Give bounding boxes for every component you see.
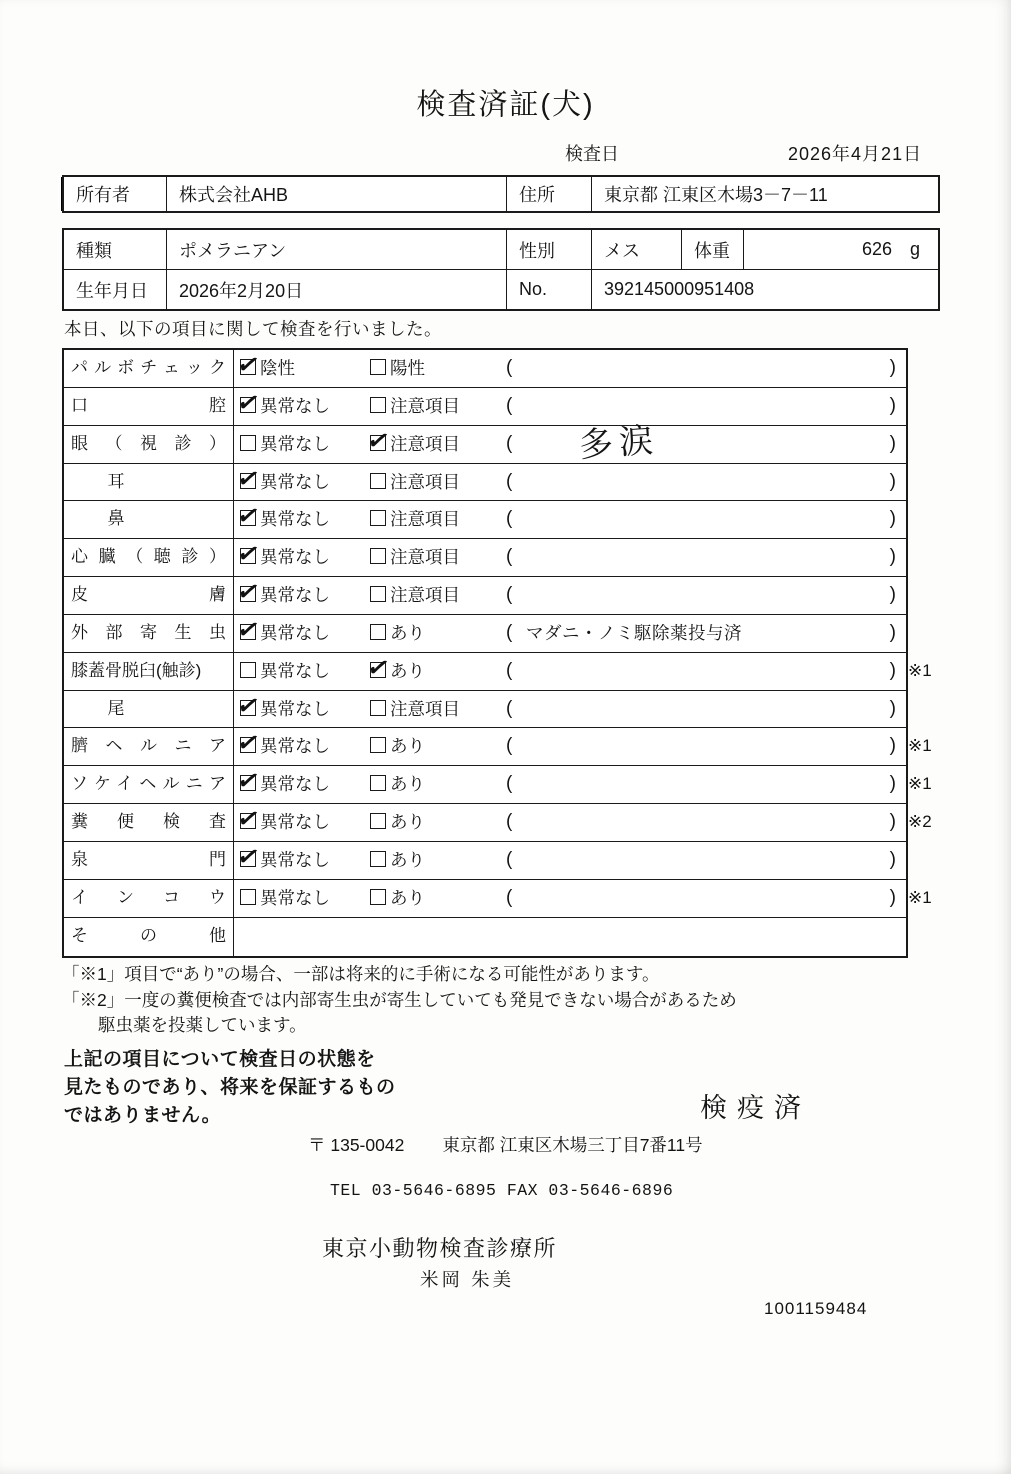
checkbox-option: [240, 464, 330, 500]
paren-close-mark: ): [889, 584, 896, 606]
checklist-row: [64, 842, 906, 880]
checklist-row-content: [234, 615, 906, 652]
paren-open-mark: (: [506, 394, 513, 416]
footnote-line: 駆虫薬を投薬しています。: [98, 1015, 307, 1035]
clinic-address: 東京都 江東区木場三丁目7番11号: [442, 1135, 703, 1155]
checkbox-label: 注意項目: [390, 585, 460, 606]
checklist-row-label: 外部寄生虫: [64, 615, 234, 652]
checkbox-label: 注意項目: [390, 433, 460, 454]
paren-close-mark: ): [889, 508, 896, 530]
paren-open-mark: (: [506, 773, 513, 795]
breed-row: [64, 230, 938, 270]
footnote-marker: ※1: [908, 887, 932, 907]
checklist-row-content: [234, 464, 906, 501]
info-table: [62, 228, 940, 311]
paren-value: マダニ・ノミ駆除薬投与済: [526, 622, 742, 643]
paren-open-mark: (: [506, 432, 513, 454]
checkbox-option: [370, 842, 425, 878]
checklist-row: [64, 804, 932, 842]
checklist-row: [64, 350, 906, 388]
intro-text: 本日、以下の項目に関して検査を行いました。: [64, 319, 442, 339]
paren-close-mark: ): [889, 470, 896, 492]
disclaimer-line: 見たものであり、将来を保証するもの: [64, 1077, 396, 1098]
checklist-row: [64, 615, 906, 653]
checklist-row-label: 膝蓋骨脱臼(触診): [64, 653, 234, 690]
footnotes: [62, 962, 737, 1039]
paren-close-mark: ): [889, 621, 896, 643]
checklist-row: [64, 880, 932, 918]
checkbox-label: あり: [390, 774, 425, 795]
checkbox-option: [370, 653, 425, 689]
checklist-row-content: [234, 842, 906, 879]
unchecked-checkbox: [240, 889, 256, 905]
checkbox-option: [370, 577, 460, 613]
paren-open-mark: (: [506, 621, 513, 643]
checklist-row-label: 眼（視診）: [64, 426, 234, 463]
unchecked-checkbox: [370, 813, 386, 829]
checklist-row: [64, 388, 906, 426]
checklist-row: [64, 501, 906, 539]
microchip-no-label: No.: [507, 270, 592, 309]
checkbox-label: 陰性: [260, 358, 295, 378]
checkbox-label: あり: [390, 622, 425, 643]
paren-open-mark: (: [506, 735, 513, 757]
checkbox-label: 注意項目: [390, 471, 460, 492]
footnote-line: 「※2」一度の糞便検査では内部寄生虫が寄生していても発見できない場合があるため: [62, 989, 737, 1010]
checklist-row-label: インコウ: [64, 880, 234, 917]
checked-checkbox: [240, 359, 256, 375]
checklist-row-label: 耳: [64, 464, 234, 501]
checked-checkbox: [240, 624, 256, 640]
checked-checkbox: [240, 775, 256, 791]
checklist-row-content: [234, 653, 932, 690]
paren-open-mark: (: [506, 470, 513, 492]
checklist-row-label: 心臓（聴診）: [64, 539, 234, 576]
birth-value: 2026年2月20日: [167, 270, 507, 309]
paren-close-mark: ): [889, 546, 896, 568]
unchecked-checkbox: [240, 435, 256, 451]
footnote-marker: ※1: [908, 774, 932, 794]
inspection-date-value: 2026年4月21日: [788, 144, 923, 164]
checkbox-label: 異常なし: [260, 849, 330, 870]
checklist-row-content: [234, 766, 932, 803]
checklist-row-content: [234, 804, 932, 841]
clinic-postal-line: [308, 1132, 703, 1157]
checklist-row: [64, 577, 906, 615]
unchecked-checkbox: [370, 359, 386, 375]
paren-open-mark: (: [506, 357, 513, 378]
microchip-no-value: 392145000951408: [604, 279, 755, 299]
checkbox-label: 異常なし: [260, 547, 330, 568]
paren-close-mark: ): [889, 773, 896, 795]
paren-close-mark: ): [889, 811, 896, 833]
paren-close-mark: ): [889, 432, 896, 454]
checklist-row-content: [234, 501, 906, 538]
checklist-row-label: 臍ヘルニア: [64, 728, 234, 765]
breed-label: 種類: [64, 230, 167, 269]
checkbox-label: 異常なし: [260, 774, 330, 795]
checkbox-label: あり: [390, 736, 425, 757]
checkbox-option: [240, 615, 330, 651]
postal-code: 〒 135-0042: [308, 1135, 405, 1155]
paren-close-mark: ): [889, 735, 896, 757]
address-label: 住所: [507, 177, 592, 211]
unchecked-checkbox: [370, 737, 386, 753]
checklist-row-content: [234, 577, 906, 614]
paren-close-mark: ): [889, 848, 896, 870]
checkbox-option: [370, 350, 425, 386]
checked-checkbox: [240, 700, 256, 716]
disclaimer: [64, 1046, 396, 1130]
disclaimer-line: 上記の項目について検査日の状態を: [64, 1049, 376, 1070]
checkbox-option: [240, 880, 330, 916]
checked-checkbox: [240, 851, 256, 867]
checklist-table: [62, 348, 932, 958]
checkbox-label: 注意項目: [390, 698, 460, 719]
checklist-row-content: [234, 691, 906, 728]
unchecked-checkbox: [370, 510, 386, 526]
checkbox-option: [240, 539, 330, 575]
address-value: 東京都 江東区木場3－7－11: [604, 185, 828, 205]
checkbox-option: [370, 766, 425, 802]
unchecked-checkbox: [370, 548, 386, 564]
checkbox-option: [240, 766, 330, 802]
weight-value: 626: [861, 239, 892, 259]
unchecked-checkbox: [370, 397, 386, 413]
unchecked-checkbox: [370, 586, 386, 602]
checkbox-label: 注意項目: [390, 547, 460, 568]
paren-close-mark: ): [889, 659, 896, 681]
checked-checkbox: [240, 548, 256, 564]
checkbox-option: [370, 501, 460, 537]
checklist-row-content: [234, 388, 906, 425]
checked-checkbox: [370, 662, 386, 678]
checkbox-option: [240, 577, 330, 613]
checkbox-option: [370, 539, 460, 575]
checkbox-label: 異常なし: [260, 395, 330, 416]
checkbox-label: あり: [390, 812, 425, 833]
unchecked-checkbox: [370, 473, 386, 489]
checklist-row-content: [234, 918, 906, 956]
checked-checkbox: [240, 397, 256, 413]
quarantine-stamp: 検疫済: [700, 1093, 811, 1123]
checkbox-label: 異常なし: [260, 660, 330, 681]
owner-value: 株式会社AHB: [167, 177, 507, 211]
footnote-marker: ※1: [908, 660, 932, 680]
checkbox-label: 注意項目: [390, 509, 460, 530]
checkbox-label: 異常なし: [260, 698, 330, 719]
checklist-row-label: 糞便検査: [64, 804, 234, 841]
disclaimer-line: ではありません。: [64, 1105, 222, 1126]
paren-open-mark: (: [506, 659, 513, 681]
checkbox-option: [240, 426, 330, 462]
checklist-row: [64, 653, 932, 691]
checklist-row-content: [234, 350, 906, 387]
checkbox-label: 異常なし: [260, 433, 330, 454]
owner-label: 所有者: [64, 177, 167, 211]
checked-checkbox: [370, 435, 386, 451]
checklist-row-label: ソケイヘルニア: [64, 766, 234, 803]
checkbox-option: [240, 501, 330, 537]
checkbox-label: 異常なし: [260, 736, 330, 757]
checkbox-option: [370, 691, 460, 727]
checkbox-option: [240, 804, 330, 840]
paren-open-mark: (: [506, 697, 513, 719]
paren-close-mark: ): [889, 357, 896, 378]
checkbox-option: [240, 691, 330, 727]
checkbox-option: [370, 615, 425, 651]
weight-unit: g: [909, 239, 920, 259]
checkbox-option: [370, 426, 460, 462]
checkbox-label: 異常なし: [260, 622, 330, 643]
serial-number: 1001159484: [764, 1299, 868, 1318]
unchecked-checkbox: [370, 851, 386, 867]
inspection-date-label: 検査日: [565, 144, 619, 164]
checklist-row: [64, 419, 906, 466]
paren-close-mark: ): [889, 886, 896, 908]
checkbox-label: あり: [390, 849, 425, 870]
checkbox-option: [240, 388, 330, 424]
checkbox-label: 異常なし: [260, 812, 330, 833]
clinic-name: 東京小動物検査診療所: [322, 1236, 558, 1261]
checked-checkbox: [240, 737, 256, 753]
sex-value: メス: [592, 230, 682, 269]
checklist-row-label: 皮膚: [64, 577, 234, 614]
checkbox-label: 異常なし: [260, 887, 330, 908]
checklist-row: [64, 728, 932, 766]
checklist-row-label: 鼻: [64, 501, 234, 538]
checklist-row: [64, 691, 906, 729]
checklist-row-label: 尾: [64, 691, 234, 728]
paren-open-mark: (: [506, 508, 513, 530]
checklist-row-label: 口腔: [64, 388, 234, 425]
clinic-person-name: 米岡 朱美: [420, 1269, 515, 1290]
paren-open-mark: (: [506, 886, 513, 908]
checkbox-option: [240, 653, 330, 689]
birth-row: [64, 270, 938, 309]
checkbox-label: あり: [390, 887, 425, 908]
checkbox-label: 異常なし: [260, 509, 330, 530]
unchecked-checkbox: [370, 624, 386, 640]
footnote-marker: ※1: [908, 736, 932, 756]
owner-table: [62, 175, 940, 213]
checkbox-label: 注意項目: [390, 395, 460, 416]
handwritten-note: 多涙: [577, 419, 661, 466]
checklist-row-label: その他: [64, 918, 234, 956]
page-title: 検査済証(犬): [416, 89, 595, 121]
paren-open-mark: (: [506, 811, 513, 833]
checkbox-label: 陽性: [390, 358, 425, 378]
paren-open-mark: (: [506, 546, 513, 568]
checkbox-option: [240, 842, 330, 878]
checkbox-option: [240, 350, 295, 386]
checkbox-label: 異常なし: [260, 471, 330, 492]
checkbox-label: 異常なし: [260, 585, 330, 606]
checkbox-option: [370, 880, 425, 916]
sex-label: 性別: [507, 230, 592, 269]
footnote-line: 「※1」項目で“あり”の場合、一部は将来的に手術になる可能性があります。: [62, 964, 660, 984]
checked-checkbox: [240, 510, 256, 526]
weight-cell: [744, 230, 938, 269]
checkbox-option: [370, 728, 425, 764]
checklist-row-label: パルボチェック: [64, 350, 234, 387]
checked-checkbox: [240, 586, 256, 602]
checklist-row: [64, 464, 906, 502]
paren-open-mark: (: [506, 584, 513, 606]
checklist-row: [64, 539, 906, 577]
unchecked-checkbox: [370, 700, 386, 716]
paren-close-mark: ): [889, 394, 896, 416]
breed-value: ポメラニアン: [167, 230, 507, 269]
unchecked-checkbox: [370, 775, 386, 791]
clinic-tel-fax: TEL 03-5646-6895 FAX 03-5646-6896: [330, 1181, 674, 1200]
checkbox-option: [370, 464, 460, 500]
unchecked-checkbox: [240, 662, 256, 678]
checklist-row: [64, 918, 906, 956]
checklist-row-content: [234, 539, 906, 576]
checklist-row-content: [234, 728, 932, 765]
paren-open-mark: (: [506, 848, 513, 870]
birth-label: 生年月日: [64, 270, 167, 309]
checked-checkbox: [240, 473, 256, 489]
checkbox-option: [370, 804, 425, 840]
checkbox-option: [370, 388, 460, 424]
weight-label: 体重: [682, 230, 744, 269]
paren-close-mark: ): [889, 697, 896, 719]
checklist-row-content: [234, 419, 906, 466]
checkbox-label: あり: [390, 660, 425, 681]
footnote-marker: ※2: [908, 812, 932, 832]
checked-checkbox: [240, 813, 256, 829]
checkbox-option: [240, 728, 330, 764]
checklist-row-label: 泉門: [64, 842, 234, 879]
checklist-row: [64, 766, 932, 804]
unchecked-checkbox: [370, 889, 386, 905]
checklist-row-content: [234, 880, 932, 917]
